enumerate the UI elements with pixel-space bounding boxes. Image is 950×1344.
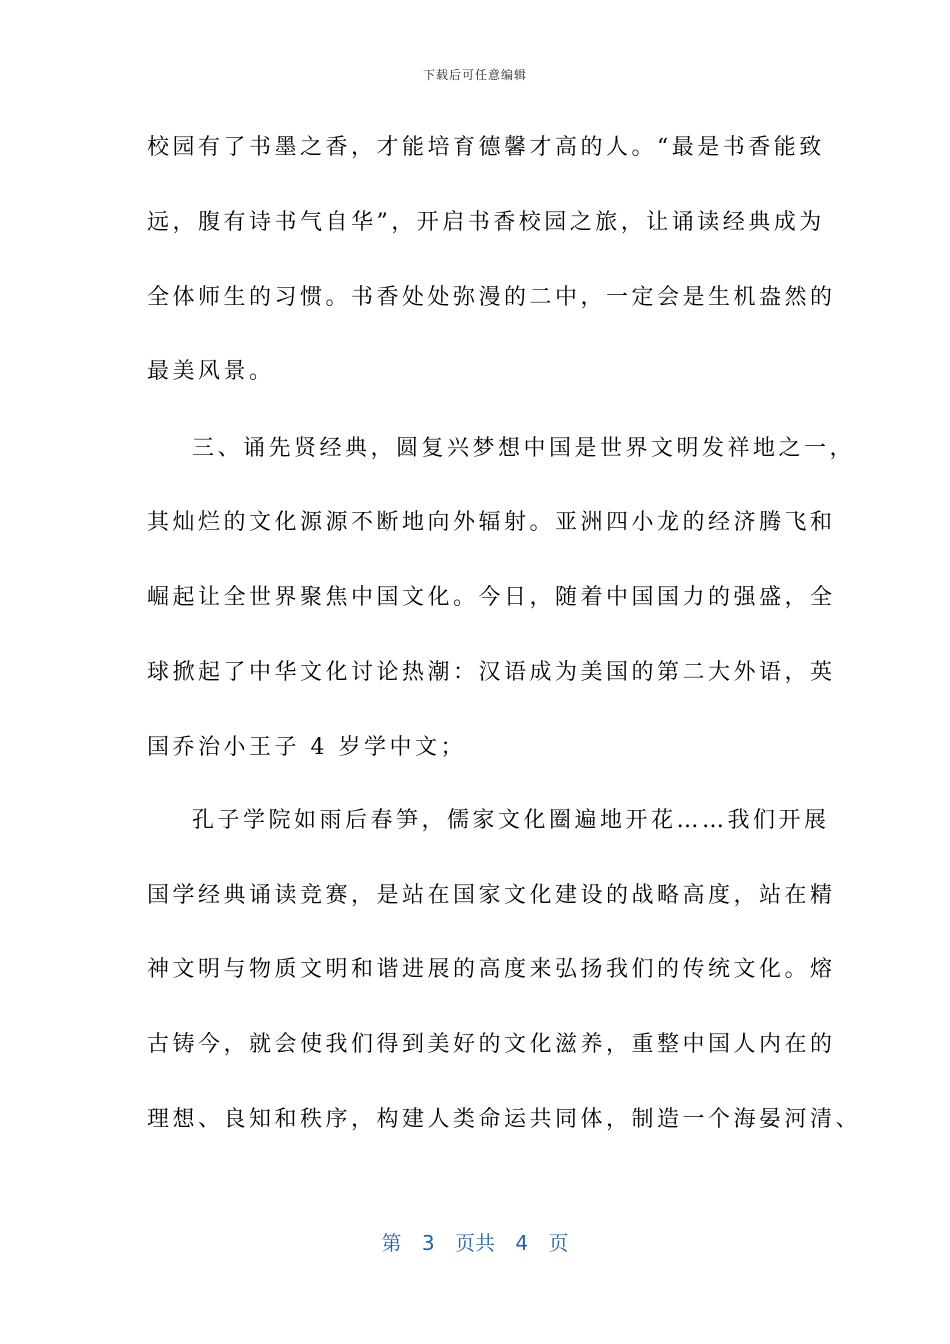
body-line-8: 球掀起了中华文化讨论热潮：汉语成为美国的第二大外语，英: [147, 660, 836, 685]
body-line-7: 崛起让全世界聚焦中国文化。今日，随着中国国力的强盛，全: [147, 585, 836, 610]
body-line-2: 远，腹有诗书气自华”，开启书香校园之旅，让诵读经典成为: [147, 210, 825, 235]
body-line-5: 三、诵先贤经典，圆复兴梦想中国是世界文明发祥地之一，: [192, 436, 856, 461]
body-line-11: 国学经典诵读竞赛，是站在国家文化建设的战略高度，站在精: [147, 883, 836, 908]
body-line-1: 校园有了书墨之香，才能培育德馨才高的人。“最是书香能致: [147, 135, 825, 160]
footer-total-word: 页共: [455, 1231, 495, 1255]
footer-page-word: 第: [381, 1231, 402, 1255]
footer-page-number: 3: [421, 1231, 435, 1255]
page-header: 下载后可任意编辑: [422, 68, 527, 82]
body-line-3: 全体师生的习惯。书香处处弥漫的二中，一定会是生机盎然的: [147, 285, 836, 310]
body-line-12: 神文明与物质文明和谐进展的高度来弘扬我们的传统文化。熔: [147, 957, 836, 982]
footer-page-unit: 页: [548, 1231, 569, 1255]
body-line-14: 理想、良知和秩序，构建人类命运共同体，制造一个海晏河清、: [147, 1107, 862, 1132]
footer-total-pages: 4: [515, 1231, 529, 1255]
body-line-13: 古铸今，就会使我们得到美好的文化滋养，重整中国人内在的: [147, 1032, 836, 1057]
body-line-9: 国乔治小王子 4 岁学中文；: [147, 735, 466, 760]
body-line-4: 最美风景。: [147, 359, 275, 384]
body-line-6: 其灿烂的文化源源不断地向外辐射。亚洲四小龙的经济腾飞和: [147, 510, 836, 535]
body-line-10: 孔子学院如雨后春笋，儒家文化圈遍地开花……我们开展: [192, 808, 830, 833]
page-footer: [0, 1227, 950, 1256]
